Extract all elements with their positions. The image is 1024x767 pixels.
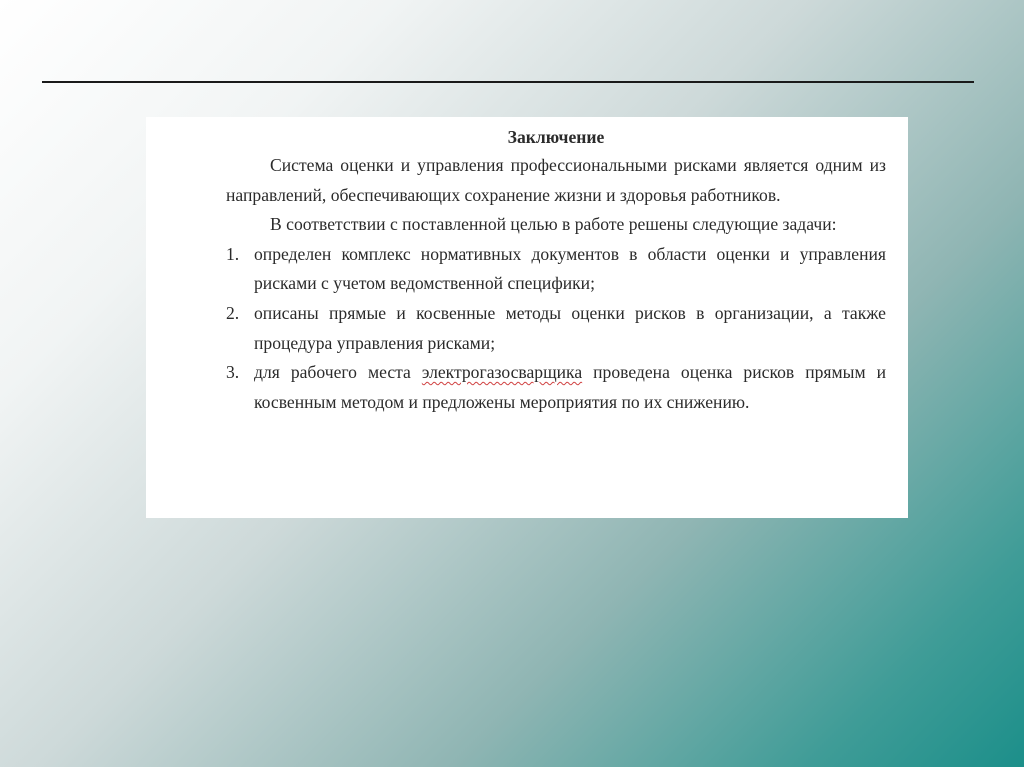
list-item	[226, 358, 886, 417]
list-item-number: 2.	[226, 302, 240, 323]
list-item	[226, 240, 886, 299]
task-list	[226, 240, 886, 418]
paragraph-tasks-intro: В соответствии с поставленной целью в работе решены следующие задачи:	[270, 214, 837, 235]
list-item-text: описаны прямые и косвенные методы оценки рисков в организации, а также процедура управления рисками;	[254, 302, 886, 353]
paragraph-intro: Система оценки и управления профессиональными рисками является одним из направлений, обеспечивающих сохранение жизни и здоровья работников.	[226, 155, 886, 205]
spellcheck-flagged-word: электрогазосварщика	[421, 362, 583, 383]
list-item-text-start: для рабочего места	[254, 362, 422, 383]
document-excerpt	[146, 117, 908, 518]
list-item	[226, 299, 886, 358]
list-item-number: 3.	[226, 362, 240, 383]
list-item-text: определен комплекс нормативных документов в области оценки и управления рисками с учетом ведомственной специфики;	[254, 243, 886, 294]
list-item-text-end: проведена оценка рисков прямым и косвенным методом и предложены мероприятия по их снижению.	[254, 362, 886, 412]
document-title: Заключение	[507, 127, 605, 147]
slide-divider-line	[42, 81, 974, 83]
list-item-number: 1.	[226, 243, 240, 264]
